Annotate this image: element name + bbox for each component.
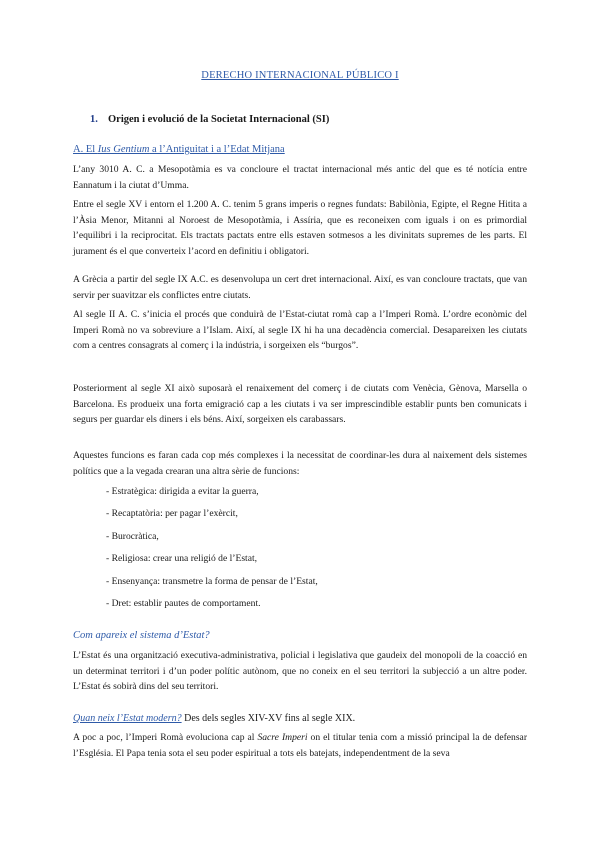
paragraph-3: A Grècia a partir del segle IX A.C. es desenvolupa un cert dret internacional. Així, es van concloure tractats, que van servir per suavitzar els conflictes entre ciutats. [73,274,527,301]
subheading-italic: Ius Gentium [97,144,150,155]
subheading-suffix: a l’Antiguitat i a l’Edat Mitjana [149,144,285,155]
subheading-sistema-estat: Com apareix el sistema d’Estat? [73,630,210,641]
paragraph-4: Al segle II A. C. s’inicia el procés que conduirà de l’Estat-ciutat romà cap a l’Imperi Romà. L’ordre econòmic del Imperi Romà no va sobreviure a l’Islam. Així, al segle IX hi ha una decadència comercial. Desapareixen les ciutats com a centres consagrats al comerç i la indústria, i sorgeixen els “burgos”. [73,309,527,351]
section-number: 1. [90,114,98,125]
document-title: DERECHO INTERNACIONAL PÚBLICO I [201,70,399,81]
subheading-ius-gentium [73,144,285,155]
list-item: - Ensenyança: transmetre la forma de pensar de l’Estat, [106,576,318,587]
paragraph-1: L’any 3010 A. C. a Mesopotàmia es va concloure el tractat internacional més antic del que es té notícia entre Eannatum i la ciutat d’Umma. [73,164,527,191]
list-item: - Dret: establir pautes de comportament. [106,598,261,609]
section-title: Origen i evolució de la Societat Internacional (SI) [108,114,330,125]
paragraph-6: Aquestes funcions es faran cada cop més complexes i la necessitat de coordinar-les dura al naixement dels sistemes polítics que a la vegada crearan una altra sèrie de funcions: [73,450,527,477]
list-item: - Estratègica: dirigida a evitar la guerra, [106,486,259,497]
estat-modern-link[interactable]: Quan neix l’Estat modern? [73,713,182,724]
list-item: - Burocràtica, [106,531,159,542]
paragraph-5: Posteriorment al segle XI això suposarà el renaixement del comerç i de ciutats com Venècia, Gènova, Marsella o Barcelona. Es produeix una forta emigració cap a les ciutats i va ser imprescindible establir punts ben comunicats i segurs per guardar els diners i els béns. Així, sorgeixen els carabassars. [73,383,527,425]
subheading-prefix: A. El [73,144,98,155]
subheading-estat-modern [73,711,527,727]
estat-modern-text: Des dels segles XIV-XV fins al segle XIX. [181,713,356,724]
p8-after: on el titular tenia com a missió principal la de defensar l’Església. El Papa tenia sota el seu poder espiritual a tots els batejats, independentment de la seva [73,732,528,759]
paragraph-8 [73,730,527,761]
list-item: - Religiosa: crear una religió de l’Estat, [106,553,258,564]
p8-italic: Sacre Imperi [257,732,308,743]
paragraph-2: Entre el segle XV i entorn el 1.200 A. C. tenim 5 grans imperis o regnes fundats: Babilònia, Egipte, el Regne Hitita a l’Àsia Menor, Mitanni al Noroest de Mesopotàmia, i Assíria, que es reconeixen com iguals i on es primordial l’equilibri i la reciprocitat. Els tractats pactats entre ells estaven sotmesos a les divinitats supremes de les parts. El jurament és el que converteix l’acord en definitiu i obligatori. [73,199,527,257]
paragraph-7: L’Estat és una organització executiva-administrativa, policial i legislativa que gaudeix del monopoli de la coacció en un determinat territori i d’un poder polític autònom, que no coneix en el seu territori la subjecció a un altre poder. L’Estat és sobirà dins del seu territori. [73,650,527,692]
list-item: - Recaptatòria: per pagar l’exèrcit, [106,508,238,519]
section-heading [90,114,329,125]
p8-before: A poc a poc, l’Imperi Romà evoluciona cap al [73,732,258,743]
